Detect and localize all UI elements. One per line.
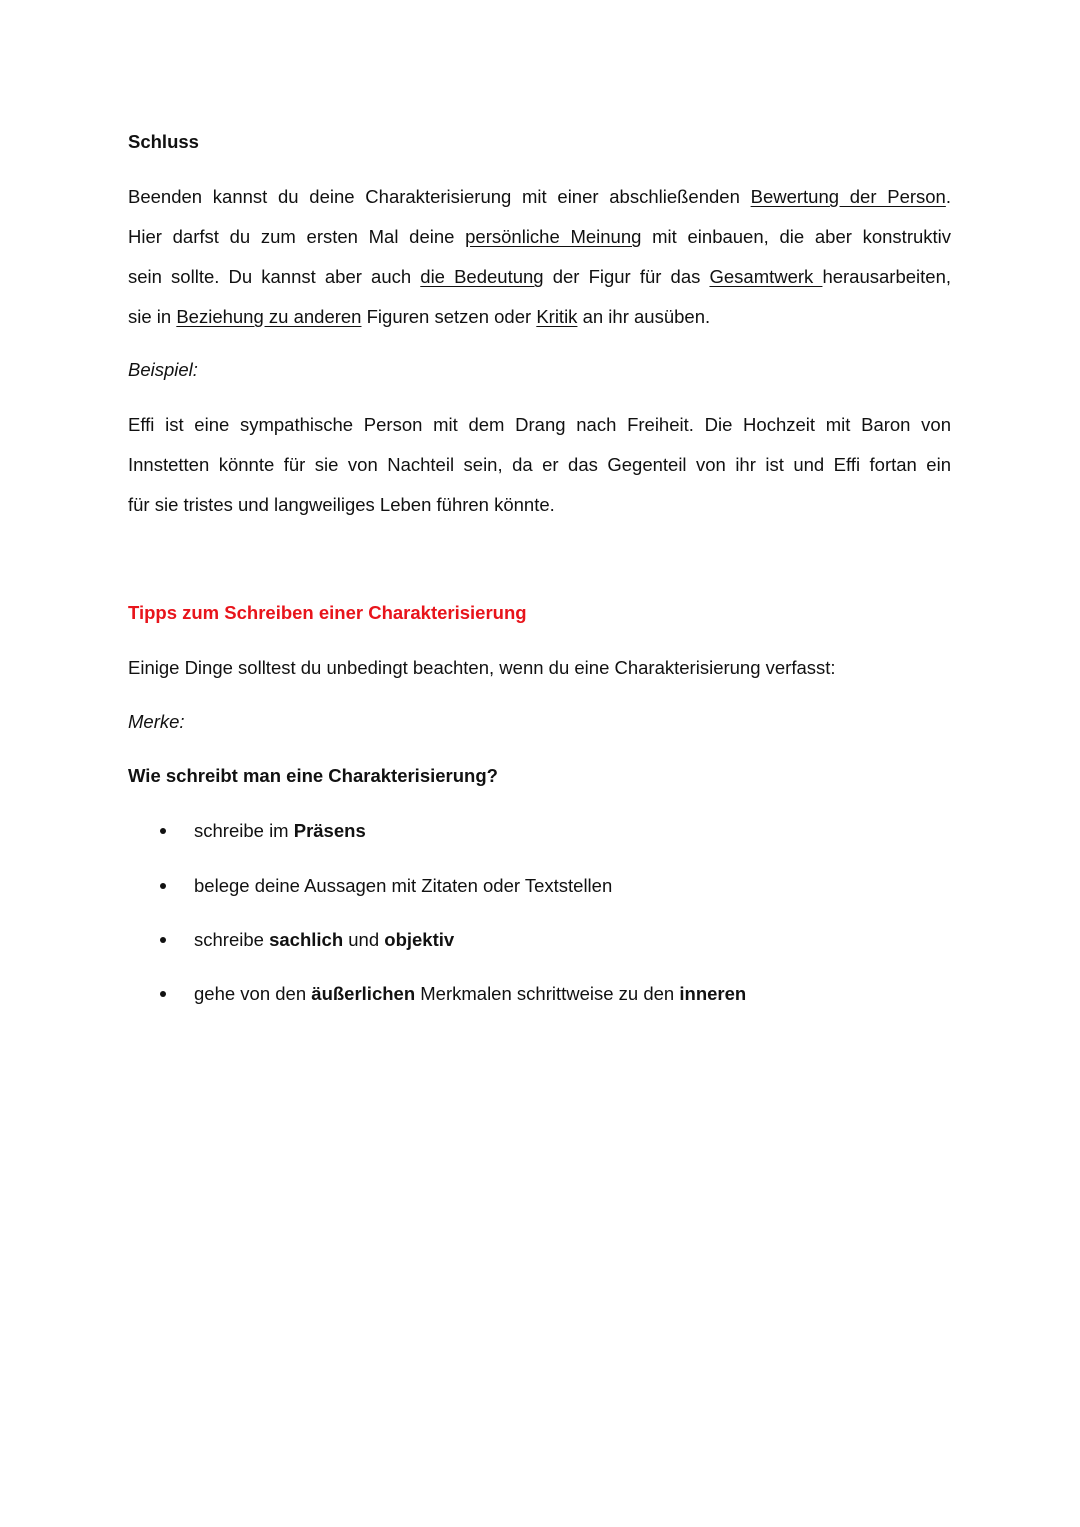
bullet-icon [160,828,166,834]
merke-label: Merke: [128,711,185,732]
text: schreibe im [194,820,294,841]
section-heading-schluss: Schluss [128,131,199,152]
underlined-text: persönliche Meinung [465,226,642,247]
bold-text: inneren [679,983,747,1004]
text: belege deine Aussagen mit Zitaten oder Textstellen [194,875,613,896]
underlined-text: Gesamtwerk [709,266,823,287]
text: der Figur für das [543,266,710,287]
text: sie in [128,306,177,327]
underlined-text: Beziehung zu anderen [176,306,362,327]
paragraph-line [128,264,951,290]
underlined-text: Kritik [536,306,578,327]
text: Beenden kannst du deine Charakterisierung mit einer abschließenden [128,186,751,207]
underlined-text: Bewertung der Person [750,186,946,207]
text: Hier darfst du zum ersten Mal deine [128,226,466,247]
text: mit einbauen, die aber konstruktiv [641,226,952,247]
paragraph-line [128,184,951,210]
underlined-text: die Bedeutung [420,266,544,287]
bullet-icon [160,937,166,943]
text: schreibe [194,929,270,950]
text: und [343,929,385,950]
bold-text: äußerlichen [311,983,416,1004]
section-heading-tipps: Tipps zum Schreiben einer Charakterisierung [128,602,527,623]
bold-text: objektiv [384,929,455,950]
text: . [945,186,951,207]
bold-text: Präsens [293,820,366,841]
bullet-icon [160,991,166,997]
text: gehe von den [194,983,312,1004]
bold-text: sachlich [269,929,344,950]
example-line: für sie tristes und langweiliges Leben führen könnte. [128,494,555,515]
example-label: Beispiel: [128,359,198,380]
paragraph-line [128,224,951,250]
text: Figuren setzen oder [361,306,537,327]
text: herausarbeiten, [822,266,951,287]
text: Merkmalen schrittweise zu den [415,983,680,1004]
example-line: Effi ist eine sympathische Person mit dem Drang nach Freiheit. Die Hochzeit mit Baron von [128,414,951,435]
text: sein sollte. Du kannst aber auch [128,266,421,287]
text: an ihr ausüben. [577,306,711,327]
tipps-intro: Einige Dinge solltest du unbedingt beachten, wenn du eine Charakterisierung verfasst: [128,657,836,678]
example-line: Innstetten könnte für sie von Nachteil sein, da er das Gegenteil von ihr ist und Effi fortan ein [128,454,951,475]
paragraph-line [128,304,951,330]
question-heading: Wie schreibt man eine Charakterisierung? [128,765,498,786]
bullet-icon [160,883,166,889]
